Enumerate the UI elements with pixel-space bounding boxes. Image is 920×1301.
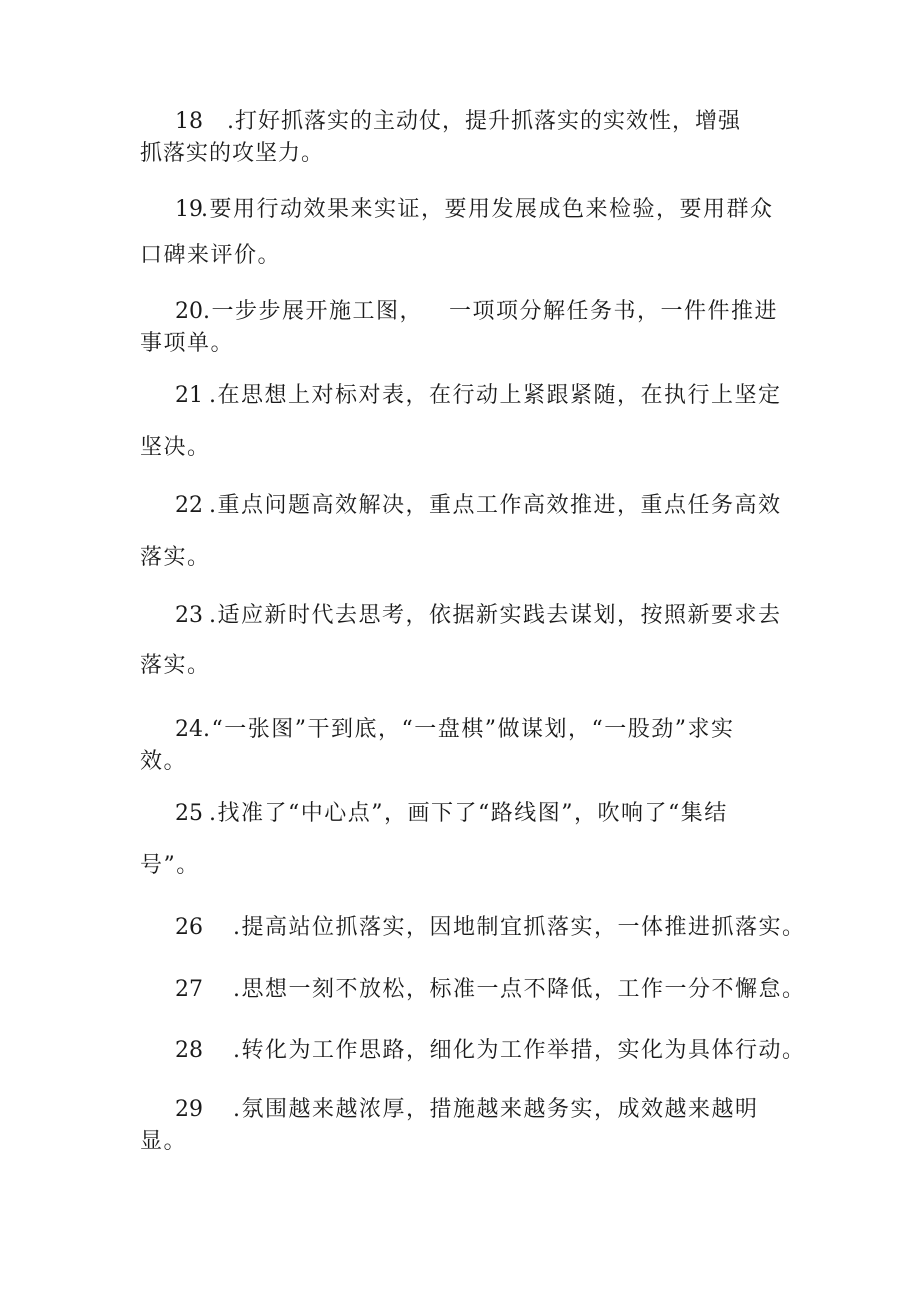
item-text: .氛围越来越浓厚，措施越来越务实，成效越来越明	[233, 1097, 759, 1122]
item-number: 24	[175, 717, 203, 742]
item-25-line1	[175, 796, 728, 827]
item-21-line1	[175, 378, 782, 409]
item-number: 23	[175, 603, 203, 628]
item-27-line1	[175, 972, 806, 1003]
item-number: 18	[175, 109, 203, 134]
item-text: .找准了“中心点”，画下了“路线图”，吹响了“集结	[209, 801, 728, 826]
item-text: .重点问题高效解决，重点工作高效推进，重点任务高效	[209, 493, 782, 518]
item-25-line2: 号”。	[140, 853, 200, 878]
item-29-line1	[175, 1092, 759, 1123]
item-24-line2: 效。	[140, 749, 188, 774]
item-number: 19	[175, 197, 203, 222]
item-21-line2: 坚决。	[140, 435, 211, 460]
item-18-line2: 抓落实的攻坚力。	[140, 141, 325, 166]
item-26-line1	[175, 910, 806, 941]
item-text: .一步步展开施工图，	[203, 299, 423, 324]
item-28-line1	[175, 1033, 806, 1064]
item-number: 21	[175, 383, 203, 408]
item-number: 26	[175, 915, 203, 940]
item-24-line1	[175, 712, 734, 743]
item-23-line1	[175, 598, 782, 629]
item-text: .打好抓落实的主动仗，提升抓落实的实效性，增强	[227, 109, 741, 134]
item-text: .提高站位抓落实，因地制宜抓落实，一体推进抓落实。	[233, 915, 806, 940]
item-text: .思想一刻不放松，标准一点不降低，工作一分不懈怠。	[233, 977, 806, 1002]
item-number: 29	[175, 1097, 203, 1122]
item-19-line2: 口碑来评价。	[140, 243, 282, 268]
item-number: 25	[175, 801, 203, 826]
item-23-line2: 落实。	[140, 653, 211, 678]
item-text-continued: 一项项分解任务书，一件件推进	[449, 299, 779, 324]
item-22-line1	[175, 488, 782, 519]
item-number: 27	[175, 977, 203, 1002]
item-text: .适应新时代去思考，依据新实践去谋划，按照新要求去	[209, 603, 782, 628]
item-text: .在思想上对标对表，在行动上紧跟紧随，在执行上坚定	[209, 383, 782, 408]
item-number: 28	[175, 1038, 203, 1063]
item-text: .转化为工作思路，细化为工作举措，实化为具体行动。	[233, 1038, 806, 1063]
item-18-line1	[175, 104, 741, 135]
item-text: .“一张图”干到底，“一盘棋”做谋划，“一股劲”求实	[203, 717, 735, 742]
item-19-line1	[175, 192, 774, 223]
item-number: 22	[175, 493, 203, 518]
item-text: .要用行动效果来实证，要用发展成色来检验，要用群众	[201, 197, 774, 222]
item-20-line1	[175, 294, 778, 325]
item-29-line2: 显。	[140, 1129, 188, 1154]
item-number: 20	[175, 299, 203, 324]
item-22-line2: 落实。	[140, 545, 211, 570]
item-20-line2: 事项单。	[140, 331, 235, 356]
